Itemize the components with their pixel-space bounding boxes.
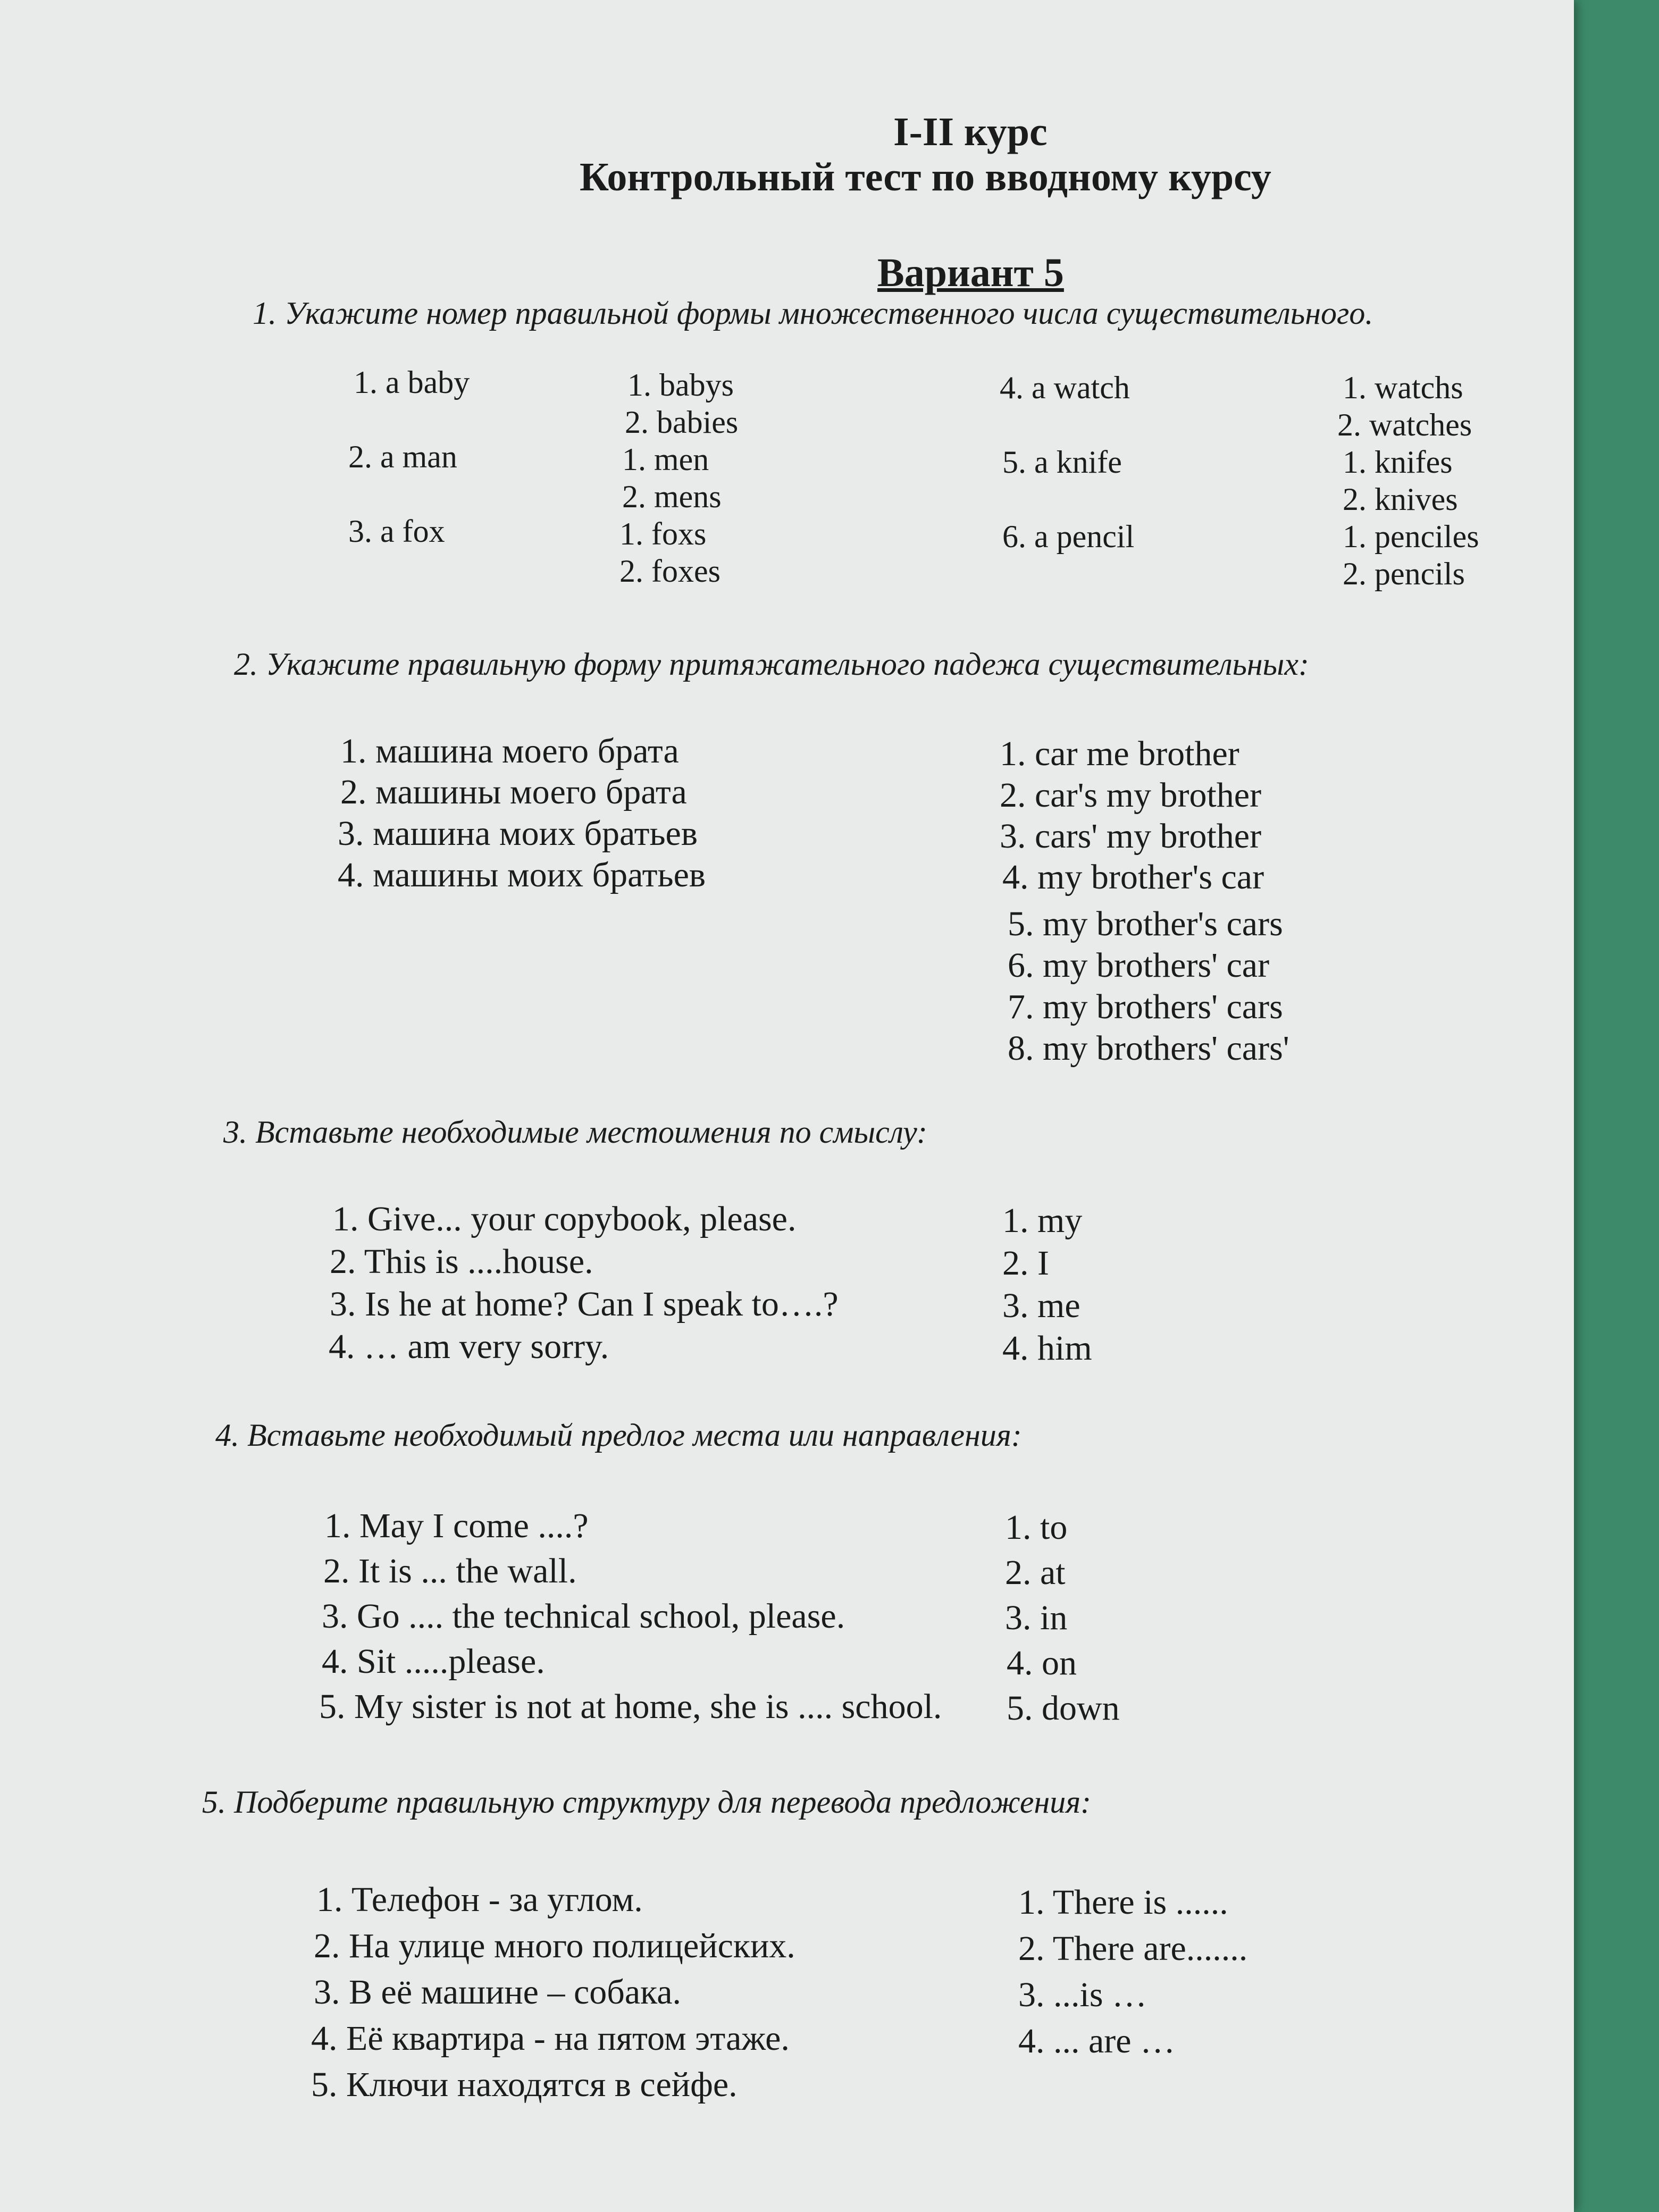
task3-option: 4. him <box>1002 1329 1092 1368</box>
task2-option: 7. my brothers' cars <box>1008 987 1283 1026</box>
task1-option: 2. pencils <box>1343 556 1465 591</box>
task4-item: 4. Sit .....please. <box>322 1642 545 1681</box>
task5-item: 3. В её машине – собака. <box>314 1973 682 2012</box>
task4-option: 4. on <box>1007 1644 1077 1682</box>
task2-item: 2. машины моего брата <box>340 773 687 811</box>
task2-item: 1. машина моего брата <box>340 732 679 770</box>
task4-item: 1. May I come ....? <box>324 1506 589 1545</box>
task1-option: 1. penciles <box>1343 519 1479 554</box>
task1-instruction: 1. Укажите номер правильной формы множественного числа существительного. <box>253 296 1373 331</box>
task4-option: 5. down <box>1007 1689 1120 1728</box>
task5-option: 3. ...is … <box>1018 1975 1147 2014</box>
task5-item: 2. На улице много полицейских. <box>314 1926 795 1965</box>
task4-item: 3. Go .... the technical school, please. <box>322 1597 845 1636</box>
task2-option: 5. my brother's cars <box>1008 904 1283 943</box>
task5-option: 4. ... are … <box>1018 2022 1176 2060</box>
task1-option: 2. foxes <box>619 554 720 589</box>
task1-option: 1. foxs <box>619 516 707 551</box>
task2-instruction: 2. Укажите правильную форму притяжательного падежа существительных: <box>234 647 1309 682</box>
task4-item: 2. It is ... the wall. <box>323 1552 577 1590</box>
task5-instruction: 5. Подберите правильную структуру для перевода предложения: <box>202 1784 1092 1820</box>
task5-option: 1. There is ...... <box>1018 1883 1228 1922</box>
task3-instruction: 3. Вставьте необходимые местоимения по смыслу: <box>223 1115 927 1150</box>
course-label: I-II курс <box>893 110 1048 154</box>
task1-option: 2. watches <box>1337 407 1472 442</box>
task1-noun: 4. a watch <box>1000 370 1130 405</box>
task3-option: 3. me <box>1002 1286 1080 1325</box>
task4-option: 2. at <box>1005 1553 1066 1592</box>
task2-option: 8. my brothers' cars' <box>1008 1029 1289 1068</box>
task2-item: 3. машина моих братьев <box>338 814 698 853</box>
task1-option: 2. babies <box>625 405 739 440</box>
task2-option: 3. cars' my brother <box>1000 817 1262 856</box>
task3-item: 3. Is he at home? Can I speak to….? <box>330 1285 839 1323</box>
task3-item: 1. Give... your copybook, please. <box>332 1200 797 1238</box>
task2-option: 4. my brother's car <box>1002 858 1264 896</box>
task1-noun: 6. a pencil <box>1002 519 1135 554</box>
task4-instruction: 4. Вставьте необходимый предлог места или направления: <box>215 1418 1022 1453</box>
task4-item: 5. My sister is not at home, she is .... school. <box>319 1687 942 1726</box>
task2-option: 2. car's my brother <box>1000 776 1262 815</box>
task1-noun: 5. a knife <box>1002 445 1122 480</box>
test-title: Контрольный тест по вводному курсу <box>580 155 1271 199</box>
task4-option: 1. to <box>1005 1508 1068 1547</box>
task1-option: 1. men <box>622 442 709 477</box>
task1-option: 2. knives <box>1343 482 1458 517</box>
task1-option: 1. knifes <box>1343 445 1453 480</box>
task2-option: 1. car me brother <box>1000 734 1239 773</box>
task1-option: 1. watchs <box>1343 370 1463 405</box>
task1-noun: 1. a baby <box>354 365 470 400</box>
task1-noun: 3. a fox <box>348 514 445 549</box>
task3-option: 1. my <box>1002 1201 1083 1240</box>
task5-item: 1. Телефон - за углом. <box>316 1880 643 1919</box>
variant-label: Вариант 5 <box>877 250 1064 295</box>
task1-noun: 2. a man <box>348 439 457 474</box>
task2-option: 6. my brothers' car <box>1008 946 1270 985</box>
task3-item: 4. … am very sorry. <box>329 1327 609 1366</box>
task5-item: 4. Её квартира - на пятом этаже. <box>311 2019 790 2058</box>
task4-option: 3. in <box>1005 1598 1068 1637</box>
task1-option: 2. mens <box>622 479 722 514</box>
task5-item: 5. Ключи находятся в сейфе. <box>311 2065 738 2104</box>
task3-option: 2. I <box>1002 1244 1049 1283</box>
task1-option: 1. babys <box>627 367 734 403</box>
task3-item: 2. This is ....house. <box>330 1242 593 1281</box>
task2-item: 4. машины моих братьев <box>338 856 706 894</box>
task5-option: 2. There are....... <box>1018 1929 1248 1968</box>
